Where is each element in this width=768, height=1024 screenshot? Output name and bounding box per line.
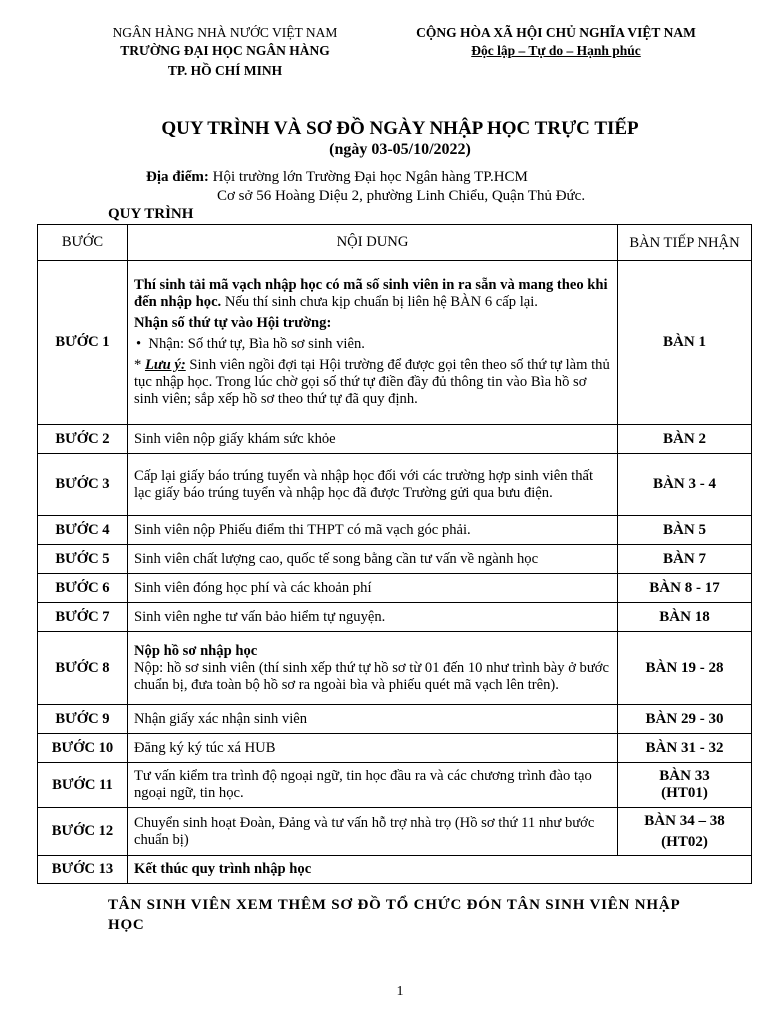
desk-label: BÀN 34 – 38 — [644, 812, 725, 829]
content-cell: Sinh viên nộp giấy khám sức khỏe — [128, 425, 618, 454]
content-cell: Sinh viên chất lượng cao, quốc tế song bằng cần tư vấn về ngành học — [128, 545, 618, 574]
step-cell: BƯỚC 13 — [38, 856, 128, 884]
content-cell: Tư vấn kiểm tra trình độ ngoại ngữ, tin học đầu ra và các chương trình đào tạo ngoại ngữ, tin học. — [128, 763, 618, 808]
note-label: Lưu ý: — [144, 357, 186, 373]
page-title: QUY TRÌNH VÀ SƠ ĐỒ NGÀY NHẬP HỌC TRỰC TIẾP — [161, 118, 639, 139]
content-cell: Sinh viên đóng học phí và các khoản phí — [128, 574, 618, 603]
table-row — [38, 705, 752, 734]
step-cell: BƯỚC 8 — [38, 632, 128, 705]
note-text: Sinh viên ngồi đợi tại Hội trường để được gọi tên theo số thứ tự làm thủ tục nhập học. Trong lúc chờ gọi số thứ tự điền đầy đủ thông tin vào Bìa hồ sơ sinh viên; sắp xếp hồ sơ theo thứ tự đã quy định. — [134, 357, 610, 407]
table-row — [38, 632, 752, 705]
desk-cell: BÀN 1 — [618, 261, 752, 425]
desk-cell: BÀN 2 — [618, 425, 752, 454]
step-cell: BƯỚC 6 — [38, 574, 128, 603]
content-cell: Chuyển sinh hoạt Đoàn, Đảng và tư vấn hỗ trợ nhà trọ (Hồ sơ thứ 11 như bước chuẩn bị) — [128, 808, 618, 856]
desk-cell: BÀN 7 — [618, 545, 752, 574]
step1-bullet-text: Nhận: Số thứ tự, Bìa hồ sơ sinh viên. — [148, 336, 365, 352]
header-content: NỘI DUNG — [128, 225, 618, 261]
table-row — [38, 808, 752, 856]
desk-cell: BÀN 29 - 30 — [618, 705, 752, 734]
table-row — [38, 603, 752, 632]
procedure-table — [37, 224, 752, 884]
step-cell: BƯỚC 2 — [38, 425, 128, 454]
step-cell: BƯỚC 3 — [38, 454, 128, 516]
desk-cell: BÀN 19 - 28 — [618, 632, 752, 705]
table-row — [38, 454, 752, 516]
note-prefix: * — [134, 357, 145, 373]
page-subtitle: (ngày 03-05/10/2022) — [329, 141, 471, 158]
location-line1: Hội trường lớn Trường Đại học Ngân hàng TP.HCM — [212, 169, 528, 185]
table-row — [38, 856, 752, 884]
location-label: Địa điểm: — [146, 169, 209, 185]
university-name: TRƯỜNG ĐẠI HỌC NGÂN HÀNG — [120, 43, 330, 58]
content-cell: Sinh viên nghe tư vấn bảo hiểm tự nguyện. — [128, 603, 618, 632]
desk-cell: BÀN 8 - 17 — [618, 574, 752, 603]
desk-cell — [618, 808, 752, 856]
page-number: 1 — [396, 984, 404, 999]
table-row — [38, 574, 752, 603]
table-row — [38, 516, 752, 545]
step8-heading: Nộp hồ sơ nhập học — [134, 642, 258, 659]
step-cell: BƯỚC 7 — [38, 603, 128, 632]
content-cell: Cấp lại giấy báo trúng tuyển và nhập học đối với các trường hợp sinh viên thất lạc giấy báo trúng tuyển và nhập học đã được Trường gửi qua bưu điện. — [128, 454, 618, 516]
section-label: QUY TRÌNH — [108, 206, 194, 222]
header-left — [70, 24, 380, 80]
content-cell: Kết thúc quy trình nhập học — [128, 856, 752, 884]
footer-note: TÂN SINH VIÊN XEM THÊM SƠ ĐỒ TỔ CHỨC ĐÓN TÂN SINH VIÊN NHẬP HỌC — [108, 897, 680, 933]
header-step: BƯỚC — [38, 225, 128, 261]
step1-receive-heading: Nhận số thứ tự vào Hội trường: — [134, 315, 332, 331]
content-cell: Đăng ký ký túc xá HUB — [128, 734, 618, 763]
step-cell: BƯỚC 12 — [38, 808, 128, 856]
step-cell: BƯỚC 1 — [38, 261, 128, 425]
step-cell: BƯỚC 11 — [38, 763, 128, 808]
header-right — [378, 24, 734, 60]
location-block — [146, 168, 746, 206]
table-row — [38, 545, 752, 574]
table-row — [38, 763, 752, 808]
table-row — [38, 734, 752, 763]
table-header-row — [38, 225, 752, 261]
desk-code: (HT02) — [661, 833, 708, 850]
desk-cell: BÀN 31 - 32 — [618, 734, 752, 763]
desk-label: BÀN 33 — [659, 768, 710, 784]
step-cell: BƯỚC 5 — [38, 545, 128, 574]
table-row — [38, 261, 752, 425]
country-motto: Độc lập – Tự do – Hạnh phúc — [471, 43, 641, 58]
content-cell — [128, 261, 618, 425]
step1-note — [134, 357, 611, 408]
step-cell: BƯỚC 9 — [38, 705, 128, 734]
desk-cell: BÀN 18 — [618, 603, 752, 632]
desk-code: (HT01) — [661, 785, 708, 801]
step1-bullet-item — [134, 336, 611, 353]
university-city: TP. HỒ CHÍ MINH — [167, 63, 283, 78]
content-cell: Sinh viên nộp Phiếu điểm thi THPT có mã vạch góc phải. — [128, 516, 618, 545]
location-line2: Cơ sở 56 Hoàng Diệu 2, phường Linh Chiểu, Quận Thủ Đức. — [217, 188, 586, 204]
content-cell — [128, 632, 618, 705]
step8-text: Nộp: hồ sơ sinh viên (thí sinh xếp thứ tự hồ sơ từ 01 đến 10 như trình bày ở bước chuẩn bị, đưa toàn bộ hồ sơ ra ngoài bìa và phiếu quét mã vạch lên trên). — [134, 659, 609, 693]
step-cell: BƯỚC 10 — [38, 734, 128, 763]
header-desk: BÀN TIẾP NHẬN — [618, 225, 752, 261]
step1-bold-intro: Thí sinh tải mã vạch nhập học có mã số sinh viên in ra sẵn và mang theo khi đến nhập học. — [134, 277, 608, 310]
desk-cell — [618, 763, 752, 808]
content-cell: Nhận giấy xác nhận sinh viên — [128, 705, 618, 734]
agency-name: NGÂN HÀNG NHÀ NƯỚC VIỆT NAM — [112, 25, 338, 40]
step-cell: BƯỚC 4 — [38, 516, 128, 545]
bullet-icon: • — [136, 336, 149, 352]
step1-intro-rest: Nếu thí sinh chưa kịp chuẩn bị liên hệ BÀN 6 cấp lại. — [221, 294, 538, 310]
country-name: CỘNG HÒA XÃ HỘI CHỦ NGHĨA VIỆT NAM — [416, 25, 696, 40]
desk-cell: BÀN 5 — [618, 516, 752, 545]
desk-cell: BÀN 3 - 4 — [618, 454, 752, 516]
table-row — [38, 425, 752, 454]
